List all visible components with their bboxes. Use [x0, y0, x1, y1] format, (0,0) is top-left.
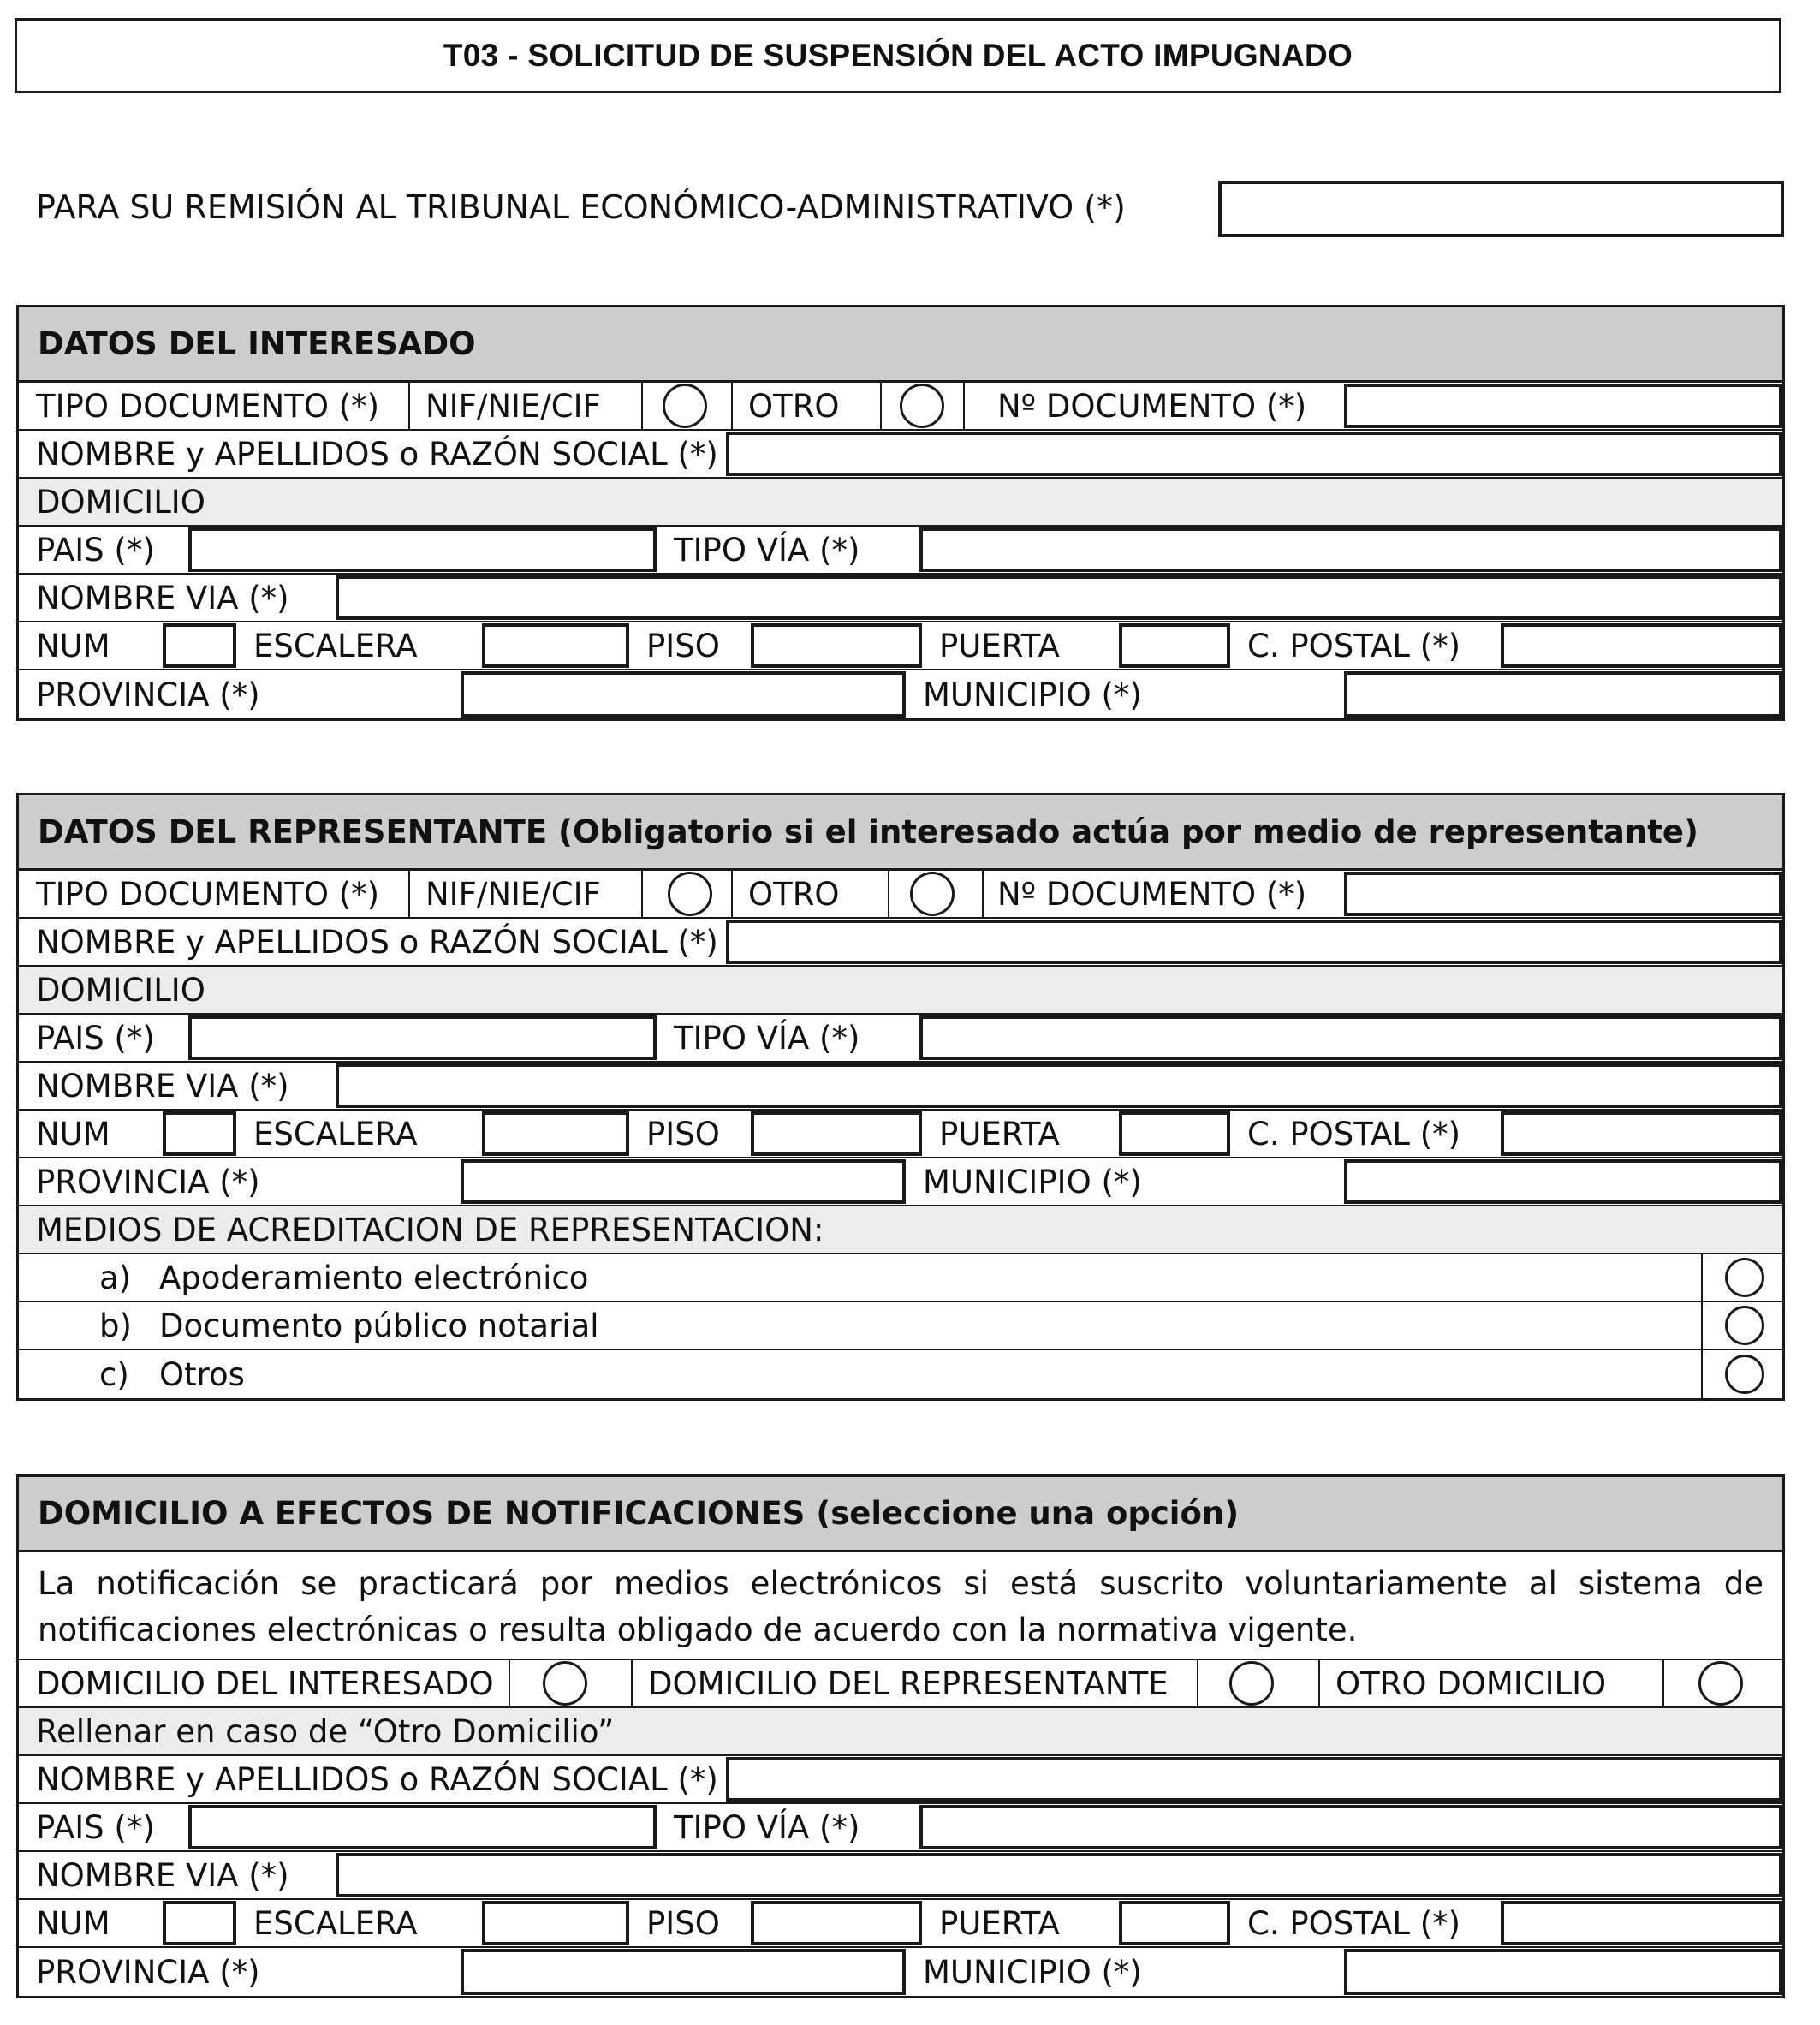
otro-radio[interactable]: [900, 384, 944, 428]
cpostal-label: C. POSTAL (*): [1247, 1904, 1461, 1942]
interesado-pais-row: [19, 527, 1782, 575]
option-label: Documento público notarial: [159, 1307, 599, 1344]
domicilio-options-row: [19, 1660, 1782, 1708]
provincia-label: PROVINCIA (*): [36, 1163, 260, 1200]
representante-header: DATOS DEL REPRESENTANTE (Obligatorio si el interesado actúa por medio de representante): [19, 795, 1782, 871]
nombre-via-label: NOMBRE VIA (*): [36, 1067, 289, 1105]
provincia-label: PROVINCIA (*): [36, 1953, 260, 1991]
cpostal-field[interactable]: [1501, 1901, 1782, 1945]
piso-label: PISO: [646, 1904, 720, 1942]
nombre-via-field[interactable]: [336, 1853, 1782, 1897]
otro-domicilio-radio[interactable]: [1698, 1661, 1743, 1706]
municipio-field[interactable]: [1344, 671, 1782, 718]
notificacion-paragraph: La notificación se practicará por medios electrónicos si está suscrito voluntariamente al sistema de notificaciones electrónicas o resulta obligado de acuerdo con la normativa vigente.: [19, 1552, 1782, 1660]
num-field[interactable]: [163, 1901, 236, 1945]
nif-label: NIF/NIE/CIF: [425, 387, 601, 425]
num-label: NUM: [36, 627, 110, 664]
documento-notarial-radio[interactable]: [1725, 1306, 1764, 1345]
interesado-num-row: [19, 622, 1782, 670]
piso-field[interactable]: [751, 1901, 922, 1945]
municipio-label: MUNICIPIO (*): [923, 1953, 1142, 1991]
rellenar-row: [19, 1708, 1782, 1756]
medios-acreditacion-row: [19, 1206, 1782, 1254]
piso-label: PISO: [646, 627, 720, 664]
num-field[interactable]: [163, 623, 236, 668]
nombre-via-field[interactable]: [336, 575, 1782, 620]
municipio-field[interactable]: [1344, 1159, 1782, 1204]
option-letter: a): [99, 1259, 132, 1296]
puerta-field[interactable]: [1119, 623, 1230, 668]
escalera-label: ESCALERA: [253, 1904, 418, 1942]
medio-option-c: [19, 1350, 1782, 1398]
nombre-via-label: NOMBRE VIA (*): [36, 579, 289, 616]
provincia-field[interactable]: [461, 671, 906, 718]
otro-domicilio-label: OTRO DOMICILIO: [1335, 1665, 1607, 1702]
nombre-label: NOMBRE y APELLIDOS o RAZÓN SOCIAL (*): [36, 923, 718, 961]
puerta-label: PUERTA: [939, 627, 1060, 664]
municipio-label: MUNICIPIO (*): [923, 1163, 1142, 1200]
nombre-via-label: NOMBRE VIA (*): [36, 1856, 289, 1894]
municipio-field[interactable]: [1344, 1949, 1782, 1995]
puerta-label: PUERTA: [939, 1904, 1060, 1942]
domicilio-label: DOMICILIO: [36, 971, 205, 1009]
representante-provincia-row: [19, 1158, 1782, 1206]
piso-field[interactable]: [751, 1111, 922, 1156]
interesado-domicilio-row: [19, 479, 1782, 527]
num-documento-field[interactable]: [1344, 384, 1782, 428]
nombre-label: NOMBRE y APELLIDOS o RAZÓN SOCIAL (*): [36, 435, 718, 473]
cpostal-field[interactable]: [1501, 623, 1782, 668]
dom-interesado-radio[interactable]: [543, 1661, 587, 1706]
representante-section: [16, 793, 1785, 1401]
escalera-label: ESCALERA: [253, 1115, 418, 1152]
escalera-field[interactable]: [482, 623, 629, 668]
num-documento-label: Nº DOCUMENTO (*): [997, 875, 1307, 913]
notificaciones-section: [16, 1474, 1785, 1998]
tipo-documento-label: TIPO DOCUMENTO (*): [36, 387, 380, 425]
piso-field[interactable]: [751, 623, 922, 668]
medio-option-a: [19, 1254, 1782, 1302]
notificaciones-header: DOMICILIO A EFECTOS DE NOTIFICACIONES (seleccione una opción): [19, 1477, 1782, 1552]
nombre-via-field[interactable]: [336, 1063, 1782, 1108]
nombre-label: NOMBRE y APELLIDOS o RAZÓN SOCIAL (*): [36, 1760, 718, 1798]
notif-nombre-via-row: [19, 1852, 1782, 1900]
tipo-via-label: TIPO VÍA (*): [674, 1808, 860, 1846]
pais-label: PAIS (*): [36, 1019, 155, 1057]
provincia-field[interactable]: [461, 1949, 906, 1995]
medios-acreditacion-label: MEDIOS DE ACREDITACION DE REPRESENTACION:: [36, 1211, 824, 1248]
option-label: Otros: [159, 1355, 245, 1393]
option-label: Apoderamiento electrónico: [159, 1259, 589, 1296]
nif-radio[interactable]: [668, 872, 712, 916]
nombre-field[interactable]: [726, 1757, 1782, 1802]
notif-provincia-row: [19, 1948, 1782, 1996]
pais-label: PAIS (*): [36, 1808, 155, 1846]
interesado-section: [16, 305, 1785, 721]
otros-radio[interactable]: [1725, 1355, 1764, 1394]
escalera-label: ESCALERA: [253, 627, 418, 664]
num-label: NUM: [36, 1904, 110, 1942]
option-letter: c): [99, 1355, 129, 1393]
apoderamiento-radio[interactable]: [1725, 1258, 1764, 1297]
otro-label: OTRO: [748, 387, 840, 425]
num-documento-label: Nº DOCUMENTO (*): [997, 387, 1307, 425]
representante-pais-row: [19, 1015, 1782, 1063]
tipo-via-field[interactable]: [919, 1015, 1782, 1060]
piso-label: PISO: [646, 1115, 720, 1152]
dom-interesado-label: DOMICILIO DEL INTERESADO: [36, 1665, 494, 1702]
municipio-label: MUNICIPIO (*): [923, 676, 1142, 713]
nif-radio[interactable]: [663, 384, 707, 428]
tipo-via-field[interactable]: [919, 527, 1782, 572]
representante-tipo-documento-row: [19, 871, 1782, 919]
num-label: NUM: [36, 1115, 110, 1152]
tipo-via-label: TIPO VÍA (*): [674, 531, 860, 569]
tipo-via-field[interactable]: [919, 1805, 1782, 1849]
interesado-provincia-row: [19, 670, 1782, 718]
escalera-field[interactable]: [482, 1111, 629, 1156]
dom-representante-label: DOMICILIO DEL REPRESENTANTE: [648, 1665, 1169, 1702]
tribunal-field[interactable]: [1218, 181, 1784, 237]
representante-num-row: [19, 1111, 1782, 1158]
otro-label: OTRO: [748, 875, 840, 913]
pais-field[interactable]: [188, 527, 657, 572]
form-title: T03 - SOLICITUD DE SUSPENSIÓN DEL ACTO IMPUGNADO: [15, 18, 1781, 93]
medio-option-b: [19, 1302, 1782, 1350]
cpostal-field[interactable]: [1501, 1111, 1782, 1156]
puerta-field[interactable]: [1119, 1111, 1230, 1156]
cpostal-label: C. POSTAL (*): [1247, 627, 1461, 664]
num-field[interactable]: [163, 1111, 236, 1156]
puerta-field[interactable]: [1119, 1901, 1230, 1945]
nombre-field[interactable]: [726, 432, 1782, 476]
interesado-tipo-documento-row: [19, 383, 1782, 431]
interesado-nombre-via-row: [19, 575, 1782, 622]
tipo-documento-label: TIPO DOCUMENTO (*): [36, 875, 380, 913]
rellenar-label: Rellenar en caso de “Otro Domicilio”: [36, 1712, 615, 1750]
tipo-via-label: TIPO VÍA (*): [674, 1019, 860, 1057]
num-documento-field[interactable]: [1344, 872, 1782, 916]
pais-field[interactable]: [188, 1805, 657, 1849]
pais-field[interactable]: [188, 1015, 657, 1060]
notif-num-row: [19, 1900, 1782, 1948]
nif-label: NIF/NIE/CIF: [425, 875, 601, 913]
escalera-field[interactable]: [482, 1901, 629, 1945]
provincia-label: PROVINCIA (*): [36, 676, 260, 713]
interesado-header: DATOS DEL INTERESADO: [19, 307, 1782, 383]
cpostal-label: C. POSTAL (*): [1247, 1115, 1461, 1152]
interesado-nombre-row: [19, 431, 1782, 479]
representante-nombre-row: [19, 919, 1782, 967]
notif-nombre-row: [19, 1756, 1782, 1804]
otro-radio[interactable]: [910, 872, 955, 916]
option-letter: b): [99, 1307, 132, 1344]
nombre-field[interactable]: [726, 920, 1782, 964]
notif-pais-row: [19, 1804, 1782, 1852]
pais-label: PAIS (*): [36, 531, 155, 569]
representante-domicilio-row: [19, 967, 1782, 1015]
provincia-field[interactable]: [461, 1159, 906, 1204]
dom-representante-radio[interactable]: [1229, 1661, 1274, 1706]
representante-nombre-via-row: [19, 1063, 1782, 1111]
puerta-label: PUERTA: [939, 1115, 1060, 1152]
remision-label: PARA SU REMISIÓN AL TRIBUNAL ECONÓMICO-ADMINISTRATIVO (*): [36, 188, 1126, 226]
domicilio-label: DOMICILIO: [36, 483, 205, 521]
